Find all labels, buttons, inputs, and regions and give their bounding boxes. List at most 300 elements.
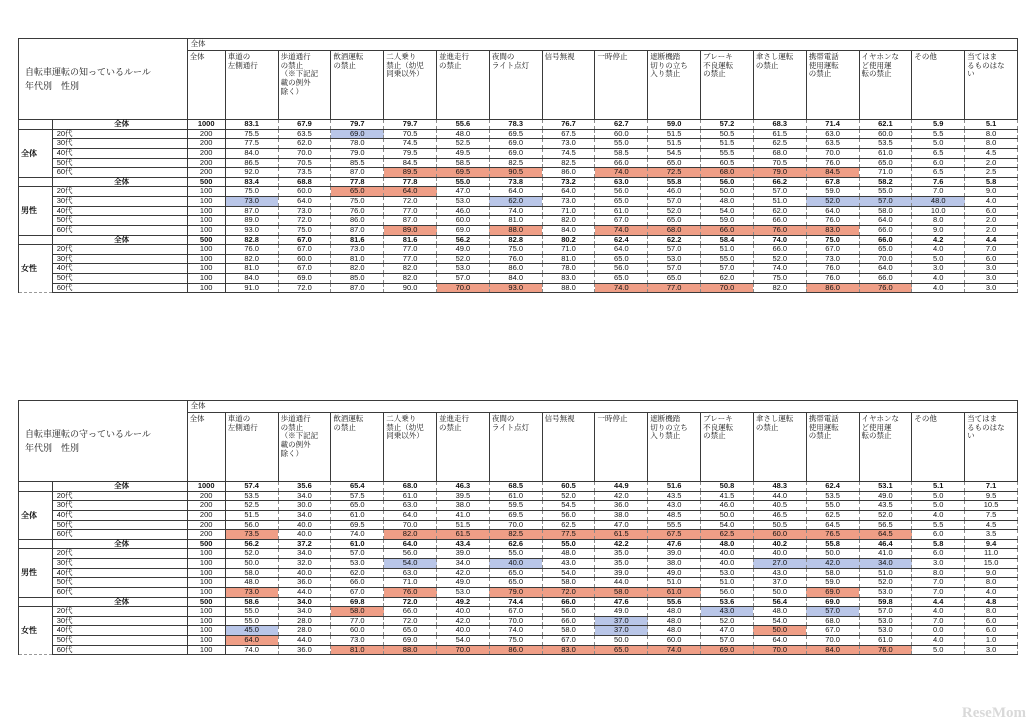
data-cell: 85.5	[331, 158, 384, 168]
data-cell: 7.0	[965, 245, 1018, 255]
data-cell: 76.0	[859, 283, 912, 293]
data-cell: 43.5	[648, 491, 701, 501]
data-cell: 51.0	[701, 245, 754, 255]
row-sample-size: 100	[187, 216, 225, 226]
table-title	[19, 39, 188, 120]
column-header: その他	[912, 51, 965, 120]
data-cell: 63.0	[384, 501, 437, 511]
data-cell: 51.5	[648, 129, 701, 139]
data-cell: 88.0	[384, 645, 437, 655]
data-cell: 57.0	[859, 197, 912, 207]
data-cell: 70.0	[701, 283, 754, 293]
data-cell: 59.5	[489, 501, 542, 511]
column-header: 当てはま るものはな い	[965, 413, 1018, 482]
data-cell: 9.4	[965, 539, 1018, 549]
group-label: 男性	[19, 187, 53, 235]
table-following-rules	[18, 400, 1018, 655]
data-cell: 72.5	[648, 168, 701, 178]
data-cell: 77.0	[384, 254, 437, 264]
data-cell: 70.0	[437, 283, 490, 293]
row-label: 30代	[52, 139, 187, 149]
table-title-line1: 自転車運転の守っているルール	[25, 428, 151, 439]
data-cell: 58.5	[437, 158, 490, 168]
row-label: 40代	[52, 206, 187, 216]
data-cell: 74.4	[489, 597, 542, 607]
data-cell: 34.0	[859, 559, 912, 569]
data-cell: 53.0	[331, 559, 384, 569]
data-cell: 4.5	[965, 148, 1018, 158]
data-cell: 41.0	[859, 549, 912, 559]
data-cell: 57.0	[331, 549, 384, 559]
data-cell: 48.3	[753, 482, 806, 492]
data-cell: 34.0	[437, 559, 490, 569]
data-cell: 68.0	[648, 225, 701, 235]
data-cell: 83.0	[542, 274, 595, 284]
data-cell: 39.0	[595, 568, 648, 578]
row-sample-size: 100	[187, 616, 225, 626]
data-cell: 89.0	[384, 225, 437, 235]
data-cell: 7.6	[912, 177, 965, 187]
data-cell: 82.0	[225, 254, 278, 264]
row-sample-size: 100	[187, 626, 225, 636]
data-cell: 56.5	[859, 520, 912, 530]
data-cell: 51.0	[648, 578, 701, 588]
data-cell: 70.0	[753, 645, 806, 655]
data-cell: 87.0	[331, 168, 384, 178]
data-cell: 43.5	[859, 501, 912, 511]
data-cell: 64.5	[859, 530, 912, 540]
data-cell: 65.0	[331, 187, 384, 197]
data-cell: 1.0	[965, 636, 1018, 646]
data-cell: 79.7	[331, 120, 384, 130]
data-cell: 73.2	[542, 177, 595, 187]
data-cell: 85.0	[331, 274, 384, 284]
data-cell: 0.0	[912, 626, 965, 636]
data-cell: 36.0	[278, 578, 331, 588]
data-cell: 78.0	[542, 264, 595, 274]
data-cell: 69.5	[489, 129, 542, 139]
data-cell: 51.5	[648, 139, 701, 149]
data-cell: 71.0	[542, 245, 595, 255]
row-label: 50代	[52, 636, 187, 646]
data-cell: 67.9	[278, 120, 331, 130]
data-cell: 55.0	[437, 177, 490, 187]
data-cell: 55.0	[225, 616, 278, 626]
row-label: 全体	[52, 482, 187, 492]
data-cell: 35.0	[595, 549, 648, 559]
data-cell: 61.5	[753, 129, 806, 139]
header-overall-banner: 全体	[187, 39, 1017, 51]
data-cell: 63.5	[806, 139, 859, 149]
data-cell: 64.0	[542, 187, 595, 197]
data-cell: 40.0	[701, 549, 754, 559]
data-cell: 64.0	[806, 206, 859, 216]
row-sample-size: 1000	[187, 482, 225, 492]
row-label: 全体	[52, 597, 187, 607]
data-cell: 61.0	[331, 539, 384, 549]
column-header: 夜間の ライト点灯	[489, 51, 542, 120]
data-cell: 65.0	[595, 254, 648, 264]
data-cell: 81.0	[489, 216, 542, 226]
data-cell: 41.5	[701, 491, 754, 501]
data-cell: 62.5	[753, 139, 806, 149]
data-cell: 10.5	[965, 501, 1018, 511]
data-cell: 73.0	[542, 139, 595, 149]
table-row	[19, 168, 1018, 178]
data-cell: 50.0	[753, 587, 806, 597]
data-cell: 64.0	[489, 187, 542, 197]
data-cell: 7.5	[965, 510, 1018, 520]
data-cell: 55.0	[806, 501, 859, 511]
row-sample-size: 100	[187, 607, 225, 617]
data-cell: 53.0	[859, 626, 912, 636]
data-cell: 75.0	[806, 235, 859, 245]
data-cell: 76.5	[806, 530, 859, 540]
group-label	[19, 597, 53, 607]
table-row	[19, 120, 1018, 130]
data-cell: 59.0	[806, 578, 859, 588]
data-cell: 64.0	[595, 245, 648, 255]
data-cell: 44.0	[753, 491, 806, 501]
table-row	[19, 578, 1018, 588]
row-label: 50代	[52, 578, 187, 588]
data-cell: 60.0	[648, 636, 701, 646]
row-sample-size: 200	[187, 168, 225, 178]
data-cell: 75.0	[753, 274, 806, 284]
data-cell: 67.0	[806, 245, 859, 255]
row-label: 40代	[52, 264, 187, 274]
row-sample-size: 100	[187, 283, 225, 293]
data-cell: 74.0	[331, 530, 384, 540]
row-label: 50代	[52, 158, 187, 168]
data-cell: 42.0	[437, 568, 490, 578]
data-cell: 37.2	[278, 539, 331, 549]
data-cell: 7.0	[912, 616, 965, 626]
data-cell: 46.0	[701, 501, 754, 511]
data-cell: 48.0	[701, 539, 754, 549]
data-cell: 72.0	[278, 216, 331, 226]
data-cell: 64.0	[225, 636, 278, 646]
data-cell: 67.8	[806, 177, 859, 187]
data-cell: 46.0	[648, 187, 701, 197]
data-cell: 86.0	[489, 645, 542, 655]
row-label: 40代	[52, 510, 187, 520]
data-cell: 50.0	[701, 510, 754, 520]
row-sample-size: 200	[187, 510, 225, 520]
table-row	[19, 283, 1018, 293]
data-cell: 58.2	[859, 177, 912, 187]
data-cell: 69.5	[331, 520, 384, 530]
data-cell: 2.5	[965, 168, 1018, 178]
data-cell: 74.0	[648, 645, 701, 655]
row-sample-size: 100	[187, 578, 225, 588]
data-cell: 89.5	[384, 168, 437, 178]
data-cell: 40.2	[753, 539, 806, 549]
data-cell: 91.0	[225, 283, 278, 293]
data-cell: 72.0	[384, 616, 437, 626]
data-cell: 36.0	[278, 645, 331, 655]
group-label	[19, 235, 53, 245]
data-cell: 76.0	[331, 206, 384, 216]
data-cell: 70.0	[489, 616, 542, 626]
data-cell: 68.0	[384, 482, 437, 492]
data-cell: 61.0	[384, 491, 437, 501]
table-row	[19, 245, 1018, 255]
column-header: 二人乗り 禁止（幼児 同乗以外）	[384, 51, 437, 120]
data-cell: 70.0	[384, 520, 437, 530]
data-cell: 65.0	[859, 245, 912, 255]
data-cell: 56.2	[437, 235, 490, 245]
row-sample-size: 100	[187, 206, 225, 216]
row-label: 60代	[52, 587, 187, 597]
data-cell: 67.0	[278, 264, 331, 274]
column-header: イヤホンな ど使用運 転の禁止	[859, 51, 912, 120]
row-sample-size: 200	[187, 129, 225, 139]
data-cell: 27.0	[753, 559, 806, 569]
data-cell: 47.6	[595, 597, 648, 607]
row-label: 60代	[52, 283, 187, 293]
column-header: 車道の 左側通行	[225, 413, 278, 482]
column-header: 並進走行 の禁止	[437, 51, 490, 120]
data-cell: 86.5	[225, 158, 278, 168]
data-cell: 62.1	[859, 120, 912, 130]
row-sample-size: 500	[187, 539, 225, 549]
data-cell: 8.0	[912, 216, 965, 226]
data-cell: 54.0	[701, 206, 754, 216]
data-cell: 73.8	[489, 177, 542, 187]
data-cell: 74.0	[753, 264, 806, 274]
data-cell: 55.0	[859, 187, 912, 197]
column-header: 並進走行 の禁止	[437, 413, 490, 482]
data-cell: 83.4	[225, 177, 278, 187]
data-cell: 74.5	[384, 139, 437, 149]
data-cell: 49.5	[437, 148, 490, 158]
data-cell: 72.0	[278, 283, 331, 293]
column-header: 遮断機踏 切りの立ち 入り禁止	[648, 51, 701, 120]
data-cell: 43.4	[437, 539, 490, 549]
table-row	[19, 607, 1018, 617]
data-cell: 45.0	[225, 626, 278, 636]
data-cell: 67.5	[542, 129, 595, 139]
data-cell: 3.0	[965, 645, 1018, 655]
data-cell: 50.0	[806, 549, 859, 559]
data-cell: 28.0	[278, 626, 331, 636]
data-cell: 46.3	[437, 482, 490, 492]
data-cell: 75.0	[331, 197, 384, 207]
data-cell: 42.0	[595, 491, 648, 501]
data-cell: 48.5	[648, 510, 701, 520]
data-cell: 73.0	[806, 254, 859, 264]
data-cell: 76.0	[806, 274, 859, 284]
table-row	[19, 501, 1018, 511]
row-label: 30代	[52, 616, 187, 626]
data-cell: 61.5	[437, 530, 490, 540]
data-cell: 77.5	[225, 139, 278, 149]
data-cell: 40.0	[753, 549, 806, 559]
data-cell: 69.0	[806, 597, 859, 607]
data-cell: 42.0	[806, 559, 859, 569]
data-cell: 53.0	[437, 264, 490, 274]
data-cell: 76.0	[806, 158, 859, 168]
data-cell: 5.5	[912, 520, 965, 530]
data-cell: 42.2	[595, 539, 648, 549]
data-cell: 50.0	[701, 187, 754, 197]
data-table	[18, 400, 1018, 655]
data-cell: 6.0	[965, 254, 1018, 264]
row-sample-size: 100	[187, 264, 225, 274]
data-cell: 44.0	[595, 578, 648, 588]
data-cell: 8.0	[965, 578, 1018, 588]
data-cell: 73.0	[331, 636, 384, 646]
data-cell: 84.0	[806, 645, 859, 655]
data-cell: 7.1	[965, 482, 1018, 492]
data-cell: 68.0	[753, 148, 806, 158]
row-sample-size: 100	[187, 225, 225, 235]
table-row	[19, 216, 1018, 226]
data-cell: 39.0	[437, 549, 490, 559]
data-cell: 6.5	[912, 148, 965, 158]
data-cell: 72.0	[384, 197, 437, 207]
group-label: 全体	[19, 129, 53, 177]
column-header: その他	[912, 413, 965, 482]
data-cell: 64.0	[278, 197, 331, 207]
data-cell: 52.0	[753, 254, 806, 264]
data-cell: 40.0	[437, 607, 490, 617]
data-cell: 81.6	[384, 235, 437, 245]
row-label: 20代	[52, 129, 187, 139]
data-cell: 83.1	[225, 120, 278, 130]
column-header: 一時停止	[595, 51, 648, 120]
data-cell: 54.5	[542, 501, 595, 511]
data-cell: 46.5	[753, 510, 806, 520]
data-cell: 62.0	[753, 206, 806, 216]
data-cell: 66.0	[331, 578, 384, 588]
data-cell: 5.0	[912, 139, 965, 149]
data-cell: 64.0	[859, 264, 912, 274]
data-cell: 55.6	[437, 120, 490, 130]
data-cell: 5.9	[912, 120, 965, 130]
data-cell: 48.0	[912, 197, 965, 207]
data-cell: 54.0	[384, 559, 437, 569]
data-cell: 3.0	[912, 559, 965, 569]
data-cell: 87.0	[225, 206, 278, 216]
data-cell: 53.0	[437, 587, 490, 597]
data-cell: 51.5	[225, 510, 278, 520]
data-cell: 62.7	[595, 120, 648, 130]
data-cell: 82.0	[331, 264, 384, 274]
data-cell: 58.0	[806, 568, 859, 578]
row-label: 60代	[52, 530, 187, 540]
data-cell: 73.0	[225, 587, 278, 597]
data-cell: 82.5	[489, 530, 542, 540]
data-cell: 30.0	[278, 501, 331, 511]
data-cell: 80.2	[542, 235, 595, 245]
data-cell: 90.5	[489, 168, 542, 178]
data-cell: 70.0	[489, 520, 542, 530]
watermark: ReseMom	[961, 705, 1026, 721]
data-cell: 57.0	[753, 187, 806, 197]
data-cell: 64.0	[384, 539, 437, 549]
data-cell: 6.5	[912, 168, 965, 178]
table-row	[19, 139, 1018, 149]
data-cell: 56.0	[542, 607, 595, 617]
data-cell: 65.0	[859, 158, 912, 168]
data-cell: 58.0	[542, 578, 595, 588]
data-cell: 87.0	[384, 216, 437, 226]
data-cell: 67.0	[806, 626, 859, 636]
data-cell: 82.0	[753, 283, 806, 293]
data-cell: 53.0	[701, 568, 754, 578]
data-cell: 55.0	[489, 549, 542, 559]
data-cell: 79.0	[489, 587, 542, 597]
data-cell: 71.0	[542, 206, 595, 216]
data-cell: 49.0	[859, 491, 912, 501]
data-cell: 64.0	[384, 510, 437, 520]
row-label: 40代	[52, 568, 187, 578]
data-cell: 62.0	[489, 197, 542, 207]
data-cell: 4.2	[912, 235, 965, 245]
data-cell: 84.0	[542, 225, 595, 235]
data-cell: 6.0	[965, 206, 1018, 216]
data-cell: 67.0	[278, 245, 331, 255]
data-cell: 5.8	[965, 177, 1018, 187]
data-cell: 78.0	[331, 139, 384, 149]
data-cell: 50.5	[701, 129, 754, 139]
data-cell: 61.0	[648, 587, 701, 597]
data-cell: 4.4	[912, 597, 965, 607]
row-label: 20代	[52, 245, 187, 255]
data-cell: 70.5	[278, 158, 331, 168]
row-sample-size: 100	[187, 636, 225, 646]
data-cell: 4.0	[912, 636, 965, 646]
data-cell: 3.0	[965, 283, 1018, 293]
data-cell: 88.0	[542, 283, 595, 293]
data-table	[18, 38, 1018, 293]
data-cell: 51.5	[437, 520, 490, 530]
data-cell: 82.8	[225, 235, 278, 245]
data-cell: 7.0	[912, 187, 965, 197]
row-sample-size: 100	[187, 274, 225, 284]
data-cell: 58.0	[542, 626, 595, 636]
row-sample-size: 100	[187, 587, 225, 597]
data-cell: 86.0	[331, 216, 384, 226]
data-cell: 40.0	[701, 559, 754, 569]
data-cell: 3.0	[965, 274, 1018, 284]
data-cell: 56.2	[225, 539, 278, 549]
data-cell: 84.0	[225, 148, 278, 158]
data-cell: 56.0	[595, 264, 648, 274]
table-title	[19, 401, 188, 482]
data-cell: 38.0	[648, 559, 701, 569]
data-cell: 74.0	[595, 168, 648, 178]
data-cell: 63.0	[595, 177, 648, 187]
data-cell: 50.0	[225, 559, 278, 569]
row-sample-size: 100	[187, 559, 225, 569]
data-cell: 37.0	[595, 626, 648, 636]
data-cell: 71.0	[384, 578, 437, 588]
data-cell: 67.0	[542, 636, 595, 646]
data-cell: 77.0	[648, 283, 701, 293]
data-cell: 4.0	[912, 607, 965, 617]
data-cell: 52.5	[225, 501, 278, 511]
data-cell: 15.0	[965, 559, 1018, 569]
data-cell: 73.0	[331, 245, 384, 255]
table-row	[19, 587, 1018, 597]
data-cell: 68.0	[701, 168, 754, 178]
row-sample-size: 200	[187, 139, 225, 149]
group-label	[19, 482, 53, 492]
data-cell: 52.0	[437, 254, 490, 264]
